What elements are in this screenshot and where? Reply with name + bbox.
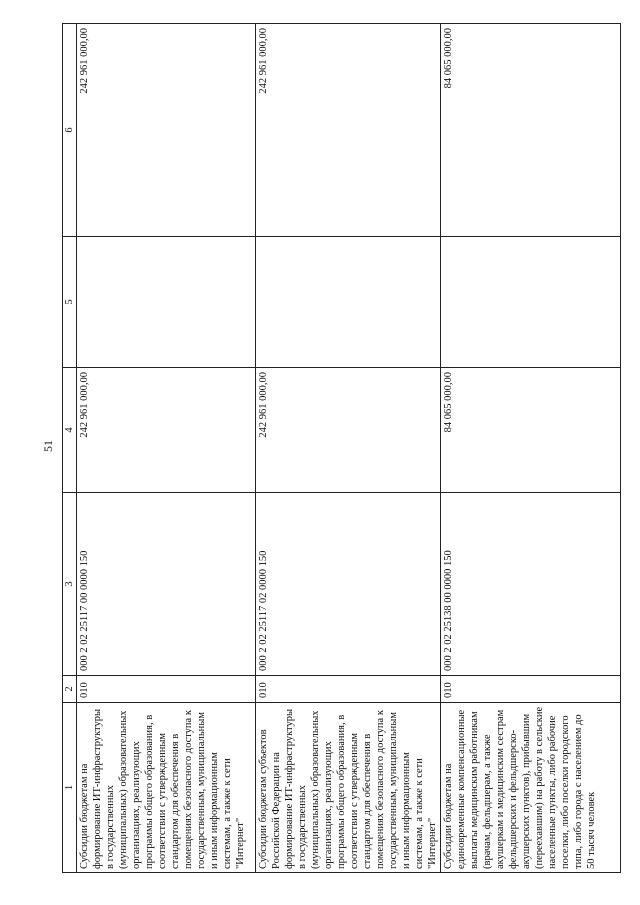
budget-table: [62, 23, 621, 873]
column-header-5: 5: [63, 237, 77, 368]
header-row: [63, 24, 77, 873]
admin-code-cell: 010: [77, 676, 256, 703]
column-header-4: 4: [63, 368, 77, 493]
budget-code-cell: 000 2 02 25138 00 0000 150: [441, 493, 621, 676]
budget-code-cell: 000 2 02 25117 02 0000 150: [256, 493, 441, 676]
row-name-cell: Субсидии бюджетам на формирование ИТ-инфраструктуры в государственных (муниципальных) образовательных организациях, реализующих программы общего образования, в соответствии с утвержденным стандартом для обеспечения в помещениях безопасного доступа к государственным, муниципальным и иным информационным системам, а также к сети "Интернет": [77, 703, 256, 873]
column-header-3: 3: [63, 493, 77, 676]
admin-code-cell: 010: [441, 676, 621, 703]
row-name-cell: Субсидии бюджетам субъектов Российской Федерации на формирование ИТ-инфраструктуры в государственных (муниципальных) образовательных организациях, реализующих программы общего образования, в соответствии с утвержденным стандартом для обеспечения в помещениях безопасного доступа к государственным, муниципальным и иным информационным системам, а также к сети "Интернет": [256, 703, 441, 873]
table-row: [77, 24, 256, 873]
table-row: [256, 24, 441, 873]
column-header-1: 1: [63, 703, 77, 873]
amount-cell-col5: [441, 237, 621, 368]
budget-code-cell: 000 2 02 25117 00 0000 150: [77, 493, 256, 676]
row-name-cell: Субсидии бюджетам на единовременные компенсационные выплаты медицинским работникам (врачам, фельдшерам, а также акушеркам и медицинским сестрам фельдшерских и фельдшерско-акушерских пунктов), прибывшим (переехавшим) на работу в сельские населенные пункты, либо рабочие поселки, либо поселки городского типа, либо города с населением до 50 тысяч человек: [441, 703, 621, 873]
column-header-6: 6: [63, 24, 77, 237]
rotated-table-container: [62, 24, 614, 873]
amount-cell-col5: [256, 237, 441, 368]
amount-cell-col4: 84 065 000,00: [441, 368, 621, 493]
amount-cell-col5: [77, 237, 256, 368]
amount-cell-col4: 242 961 000,00: [256, 368, 441, 493]
amount-cell-col4: 242 961 000,00: [77, 368, 256, 493]
amount-cell-col6: 242 961 000,00: [77, 24, 256, 237]
admin-code-cell: 010: [256, 676, 441, 703]
page-number: 51: [41, 440, 55, 452]
amount-cell-col6: 242 961 000,00: [256, 24, 441, 237]
column-header-2: 2: [63, 676, 77, 703]
table-row: [441, 24, 621, 873]
amount-cell-col6: 84 065 000,00: [441, 24, 621, 237]
